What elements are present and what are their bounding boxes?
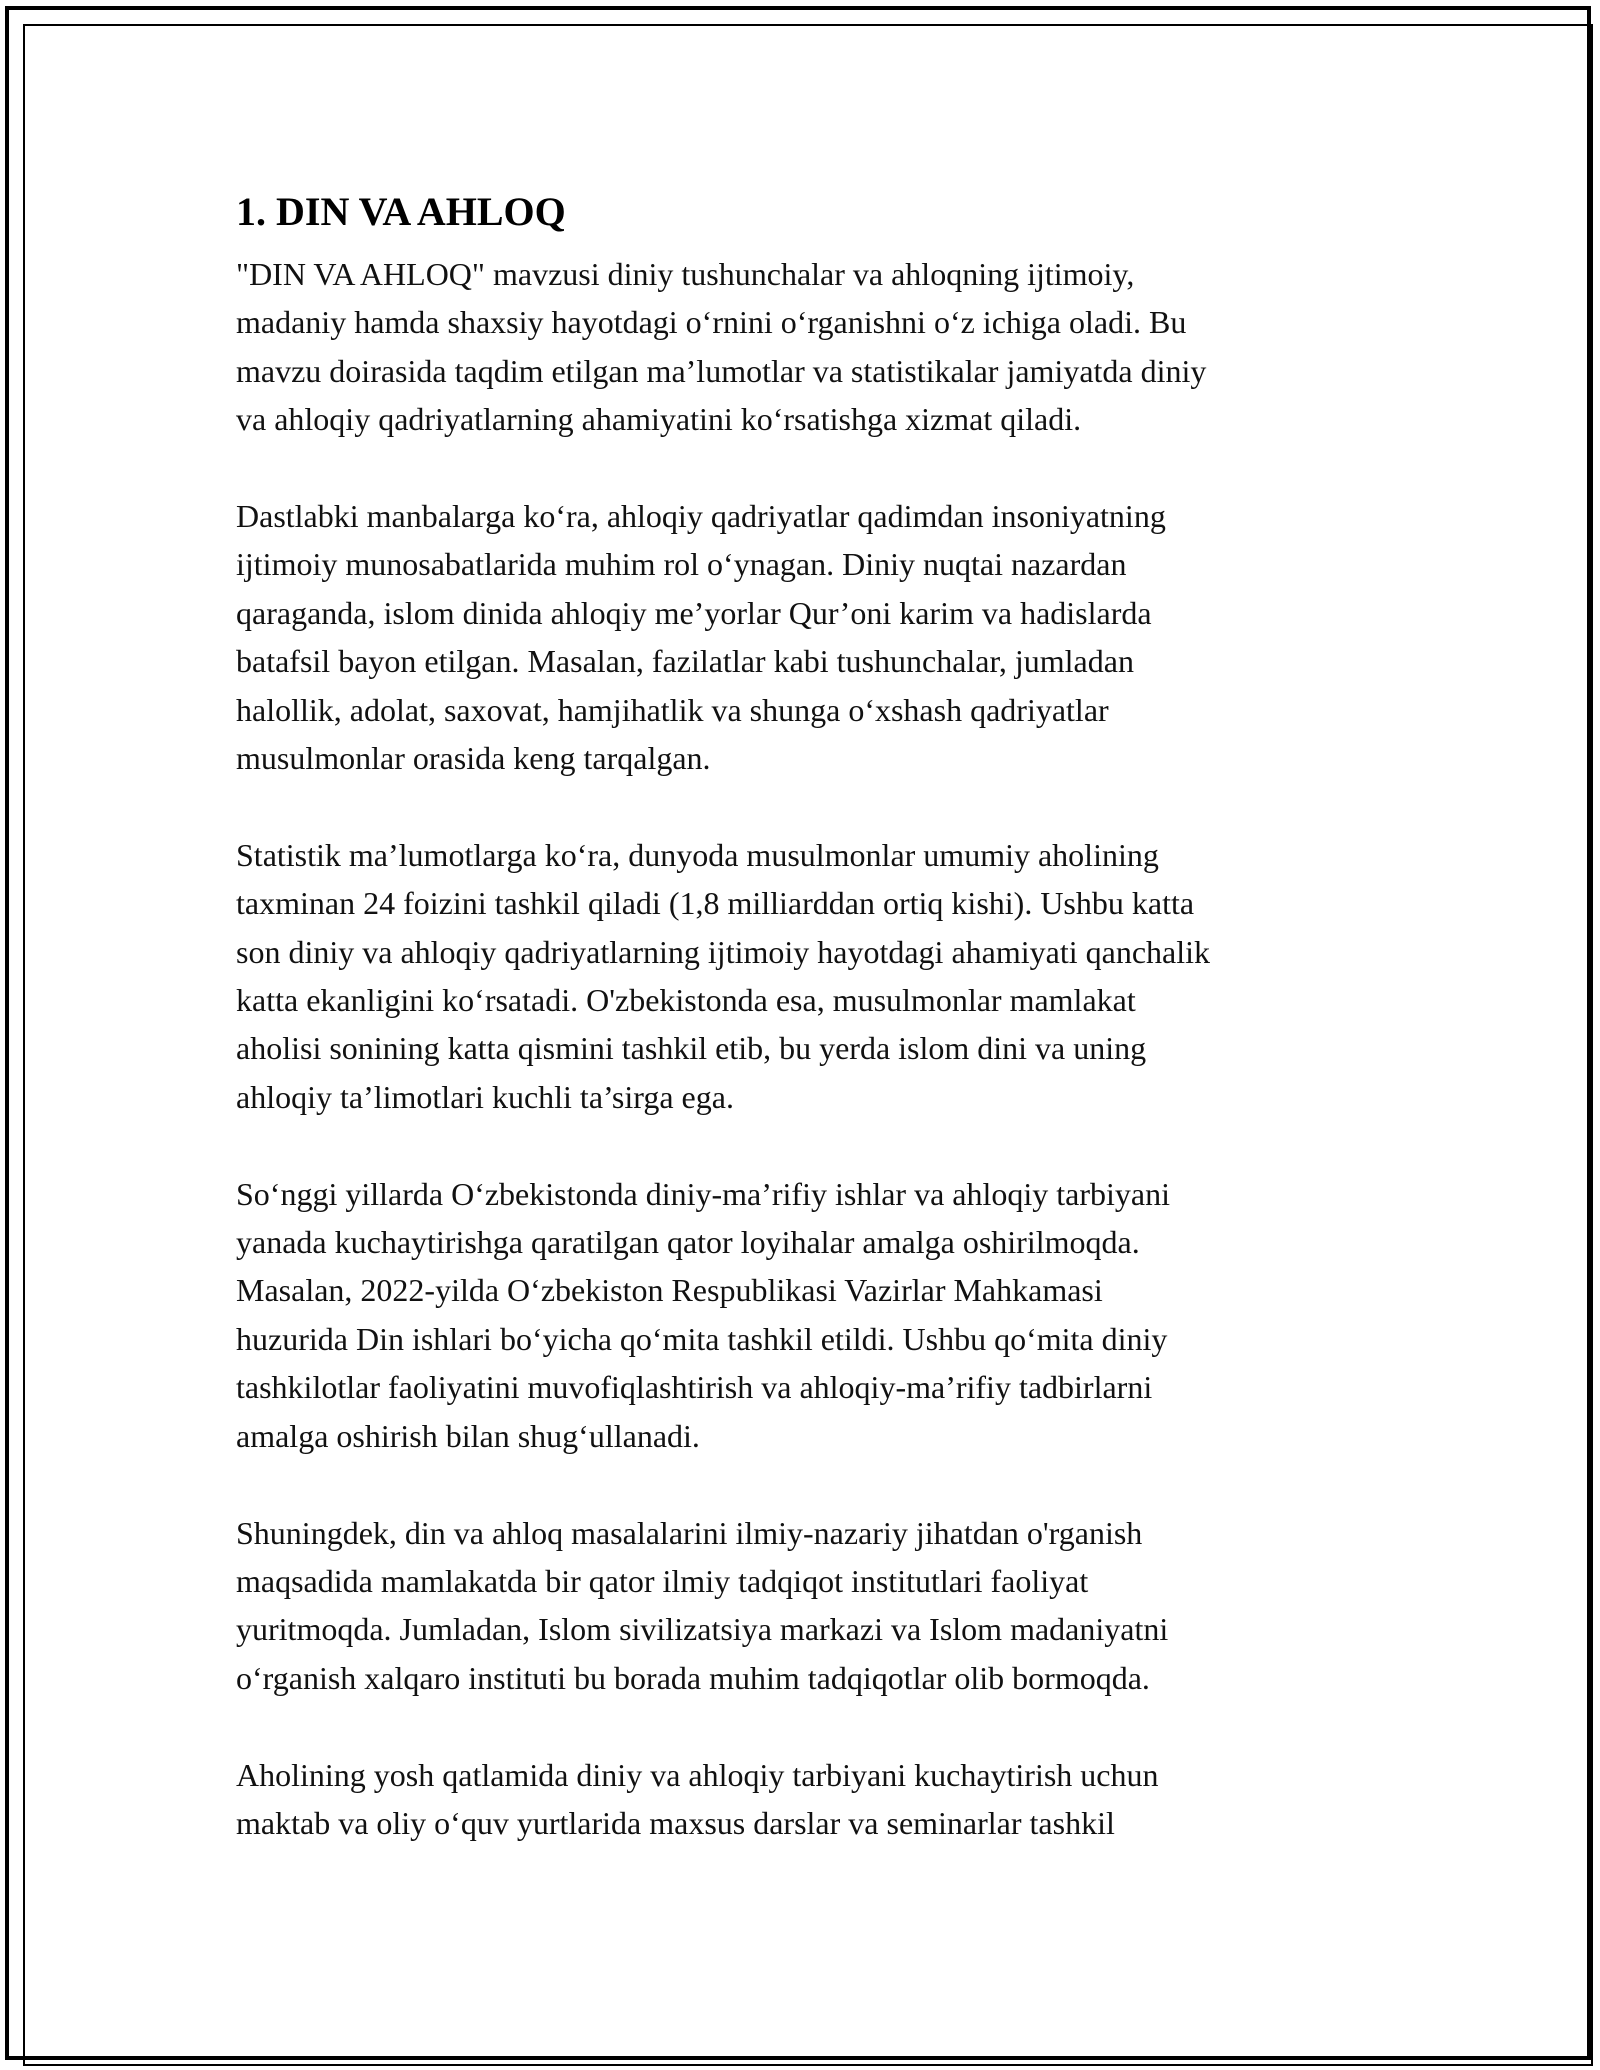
- paragraph-line: maktab va oliy o‘quv yurtlarida maxsus darslar va seminarlar tashkil: [236, 1804, 1115, 1841]
- paragraph-line: katta ekanligini ko‘rsatadi. O'zbekistonda esa, musulmonlar mamlakat: [236, 982, 1136, 1019]
- paragraph-intro: [236, 250, 1356, 444]
- paragraph-line: "DIN VA AHLOQ" mavzusi diniy tushunchalar va ahloqning ijtimoiy,: [236, 256, 1135, 292]
- paragraph-line: So‘nggi yillarda O‘zbekistonda diniy-ma’rifiy ishlar va ahloqiy tarbiyani: [236, 1175, 1170, 1212]
- paragraph-line: Statistik ma’lumotlarga ko‘ra, dunyoda musulmonlar umumiy aholining: [236, 836, 1159, 873]
- paragraph-line: ahloqiy ta’limotlari kuchli ta’sirga ega.: [236, 1078, 734, 1115]
- document-body: [236, 186, 1356, 1896]
- paragraph-line: madaniy hamda shaxsiy hayotdagi o‘rnini o‘rganishni o‘z ichiga oladi. Bu: [236, 304, 1187, 341]
- paragraph-line: son diniy va ahloqiy qadriyatlarning ijtimoiy hayotdagi ahamiyati qanchalik: [236, 933, 1210, 970]
- paragraph-line: taxminan 24 foizini tashkil qiladi (1,8 milliarddan ortiq kishi). Ushbu katta: [236, 885, 1195, 922]
- paragraph-line: yanada kuchaytirishga qaratilgan qator loyihalar amalga oshirilmoqda.: [236, 1224, 1140, 1261]
- paragraph-line: Aholining yosh qatlamida diniy va ahloqiy tarbiyani kuchaytirish uchun: [236, 1756, 1159, 1793]
- paragraph-line: yuritmoqda. Jumladan, Islom sivilizatsiya markazi va Islom madaniyatni: [236, 1611, 1169, 1648]
- paragraph-line: Masalan, 2022-yilda O‘zbekiston Respublikasi Vazirlar Mahkamasi: [236, 1272, 1103, 1309]
- paragraph-recent-years: [236, 1170, 1356, 1460]
- paragraph-youth: [236, 1751, 1356, 1848]
- paragraph-line: maqsadida mamlakatda bir qator ilmiy tadqiqot institutlari faoliyat: [236, 1562, 1089, 1599]
- paragraph-line: halollik, adolat, saxovat, hamjihatlik va shunga o‘xshash qadriyatlar: [236, 691, 1109, 728]
- paragraph-line: va ahloqiy qadriyatlarning ahamiyatini ko‘rsatishga xizmat qiladi.: [236, 401, 1082, 438]
- paragraph-line: ijtimoiy munosabatlarida muhim rol o‘ynagan. Diniy nuqtai nazardan: [236, 546, 1127, 583]
- section-heading: 1. DIN VA AHLOQ: [236, 189, 566, 234]
- paragraph-line: qaraganda, islom dinida ahloqiy me’yorlar Qur’oni karim va hadislarda: [236, 594, 1152, 631]
- paragraph-line: tashkilotlar faoliyatini muvofiqlashtirish va ahloqiy-ma’rifiy tadbirlarni: [236, 1369, 1153, 1406]
- paragraph-line: Dastlabki manbalarga ko‘ra, ahloqiy qadriyatlar qadimdan insoniyatning: [236, 498, 1166, 535]
- paragraph-early-sources: [236, 492, 1356, 782]
- paragraph-research: [236, 1509, 1356, 1703]
- paragraph-line: musulmonlar orasida keng tarqalgan.: [236, 740, 711, 777]
- paragraph-statistics: [236, 831, 1356, 1121]
- paragraph-line: aholisi sonining katta qismini tashkil etib, bu yerda islom dini va uning: [236, 1030, 1147, 1067]
- paragraph-line: batafsil bayon etilgan. Masalan, fazilatlar kabi tushunchalar, jumladan: [236, 643, 1134, 680]
- paragraph-line: mavzu doirasida taqdim etilgan ma’lumotlar va statistikalar jamiyatda diniy: [236, 352, 1207, 389]
- paragraph-line: huzurida Din ishlari bo‘yicha qo‘mita tashkil etildi. Ushbu qo‘mita diniy: [236, 1320, 1168, 1357]
- paragraph-line: o‘rganish xalqaro instituti bu borada muhim tadqiqotlar olib bormoqda.: [236, 1659, 1150, 1696]
- paragraph-line: Shuningdek, din va ahloq masalalarini ilmiy-nazariy jihatdan o'rganish: [236, 1514, 1143, 1551]
- paragraph-line: amalga oshirish bilan shug‘ullanadi.: [236, 1417, 700, 1454]
